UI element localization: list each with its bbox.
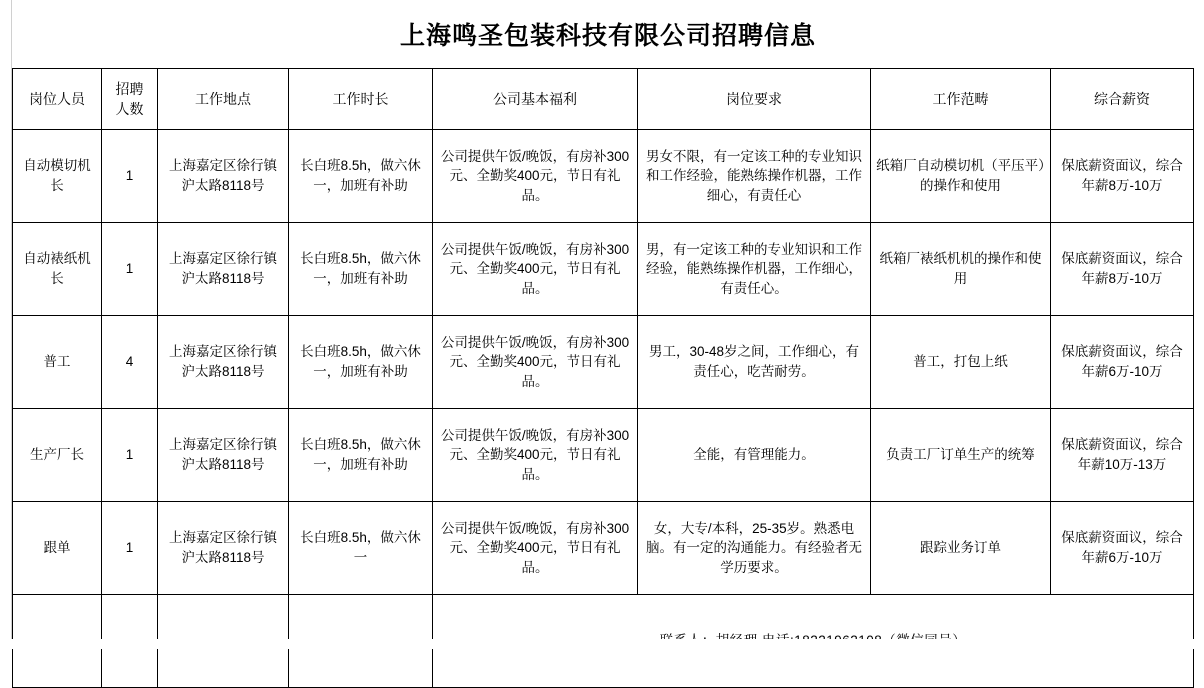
- cell-count: 4: [102, 316, 158, 409]
- cell-position: 自动裱纸机长: [13, 223, 102, 316]
- cell-salary: 保底薪资面议，综合年薪10万-13万: [1051, 409, 1194, 502]
- column-header-benefits: 公司基本福利: [433, 69, 638, 130]
- cell-salary: 保底薪资面议，综合年薪6万-10万: [1051, 316, 1194, 409]
- sheet-left-gutter: [0, 0, 12, 649]
- table-row: [13, 223, 1194, 316]
- column-header-location: 工作地点: [158, 69, 289, 130]
- table-header-row: [13, 69, 1194, 130]
- cell-requirements: 女，大专/本科，25-35岁。熟悉电脑。有一定的沟通能力。有经验者无学历要求。: [638, 502, 871, 595]
- cell-salary: 保底薪资面议，综合年薪8万-10万: [1051, 223, 1194, 316]
- column-header-position: 岗位人员: [13, 69, 102, 130]
- table-row: [13, 502, 1194, 595]
- cell-benefits: 公司提供午饭/晚饭，有房补300元、全勤奖400元，节日有礼品。: [433, 502, 638, 595]
- cell-location: 上海嘉定区徐行镇沪太路8118号: [158, 316, 289, 409]
- cell-count: 1: [102, 223, 158, 316]
- cell-benefits: 公司提供午饭/晚饭，有房补300元、全勤奖400元，节日有礼品。: [433, 130, 638, 223]
- cell-scope: 纸箱厂裱纸机机的操作和使用: [871, 223, 1051, 316]
- cell-hours: 长白班8.5h，做六休一: [289, 502, 433, 595]
- page-title: 上海鸣圣包装科技有限公司招聘信息: [399, 22, 816, 50]
- column-header-requirements: 岗位要求: [638, 69, 871, 130]
- cell-position: 跟单: [13, 502, 102, 595]
- cell-requirements: 男女不限，有一定该工种的专业知识和工作经验，能熟练操作机器，工作细心，有责任心: [638, 130, 871, 223]
- cell-hours: 长白班8.5h，做六休一，加班有补助: [289, 409, 433, 502]
- cell-benefits: 公司提供午饭/晚饭，有房补300元、全勤奖400元，节日有礼品。: [433, 316, 638, 409]
- cell-scope: 负责工厂订单生产的统筹: [871, 409, 1051, 502]
- cell-position: 普工: [13, 316, 102, 409]
- cell-scope: 跟踪业务订单: [871, 502, 1051, 595]
- column-header-count-line2: 人数: [115, 101, 144, 117]
- cell-position: 生产厂长: [13, 409, 102, 502]
- cell-requirements: 全能，有管理能力。: [638, 409, 871, 502]
- cell-location: 上海嘉定区徐行镇沪太路8118号: [158, 502, 289, 595]
- cell-requirements: 男，有一定该工种的专业知识和工作经验，能熟练操作机器，工作细心，有责任心。: [638, 223, 871, 316]
- table-row: [13, 409, 1194, 502]
- cell-scope: 纸箱厂自动模切机（平压平）的操作和使用: [871, 130, 1051, 223]
- cell-salary: 保底薪资面议，综合年薪8万-10万: [1051, 130, 1194, 223]
- cell-benefits: 公司提供午饭/晚饭，有房补300元、全勤奖400元，节日有礼品。: [433, 409, 638, 502]
- cell-count: 1: [102, 409, 158, 502]
- cell-location: 上海嘉定区徐行镇沪太路8118号: [158, 409, 289, 502]
- column-header-salary: 综合薪资: [1051, 69, 1194, 130]
- recruitment-table: [12, 68, 1194, 688]
- cell-position: 自动模切机长: [13, 130, 102, 223]
- cell-hours: 长白班8.5h，做六休一，加班有补助: [289, 223, 433, 316]
- table-row: [13, 130, 1194, 223]
- column-header-count-line1: 招聘: [115, 80, 144, 97]
- cell-hours: 长白班8.5h，做六休一，加班有补助: [289, 316, 433, 409]
- cell-benefits: 公司提供午饭/晚饭，有房补300元、全勤奖400元，节日有礼品。: [433, 223, 638, 316]
- cell-requirements: 男工，30-48岁之间，工作细心，有责任心，吃苦耐劳。: [638, 316, 871, 409]
- cell-salary: 保底薪资面议，综合年薪6万-10万: [1051, 502, 1194, 595]
- cell-count: 1: [102, 130, 158, 223]
- cell-location: 上海嘉定区徐行镇沪太路8118号: [158, 223, 289, 316]
- column-header-count: [102, 69, 158, 130]
- document-title-bar: [12, 0, 1204, 68]
- column-header-scope: 工作范畴: [871, 69, 1051, 130]
- cell-count: 1: [102, 502, 158, 595]
- sheet-bottom-strip: [0, 639, 1204, 649]
- cell-hours: 长白班8.5h，做六休一，加班有补助: [289, 130, 433, 223]
- cell-location: 上海嘉定区徐行镇沪太路8118号: [158, 130, 289, 223]
- cell-scope: 普工，打包上纸: [871, 316, 1051, 409]
- table-row: [13, 316, 1194, 409]
- column-header-hours: 工作时长: [289, 69, 433, 130]
